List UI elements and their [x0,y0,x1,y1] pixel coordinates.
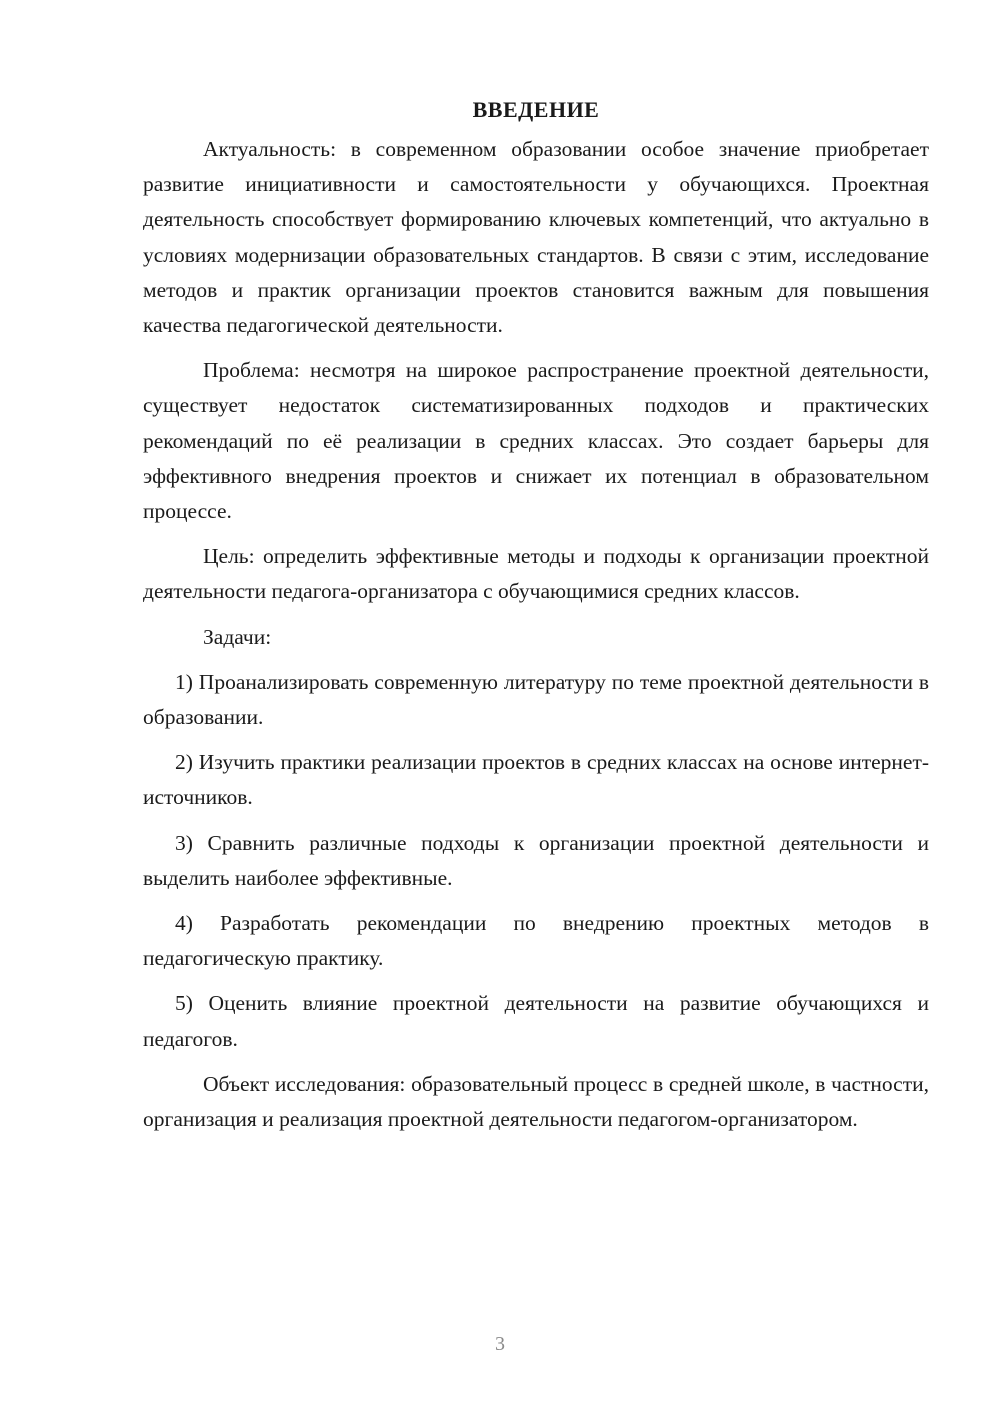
task-item: 2) Изучить практики реализации проектов в средних классах на основе интернет-источников. [143,750,929,810]
relevance-paragraph: Актуальность: в современном образовании особое значение приобретает развитие инициативности и самостоятельности у обучающихся. Проектная деятельность способствует формированию ключевых компетенций, что актуально в условиях модернизации образовательных стандартов. В связи с этим, исследование методов и практик организации проектов становится важным для повышения качества педагогической деятельности. [143,137,929,338]
tasks-label: Задачи: [203,624,272,649]
document-page [143,92,929,1147]
task-item: 3) Сравнить различные подходы к организации проектной деятельности и выделить наиболее эффективные. [143,830,929,890]
goal-paragraph: Цель: определить эффективные методы и подходы к организации проектной деятельности педагога-организатора с обучающимися средних классов. [143,544,929,604]
page-number: 3 [495,1333,505,1355]
task-item: 1) Проанализировать современную литературу по теме проектной деятельности в образовании. [143,669,929,730]
task-item: 5) Оценить влияние проектной деятельности на развитие обучающихся и педагогов. [143,991,929,1051]
task-item: 4) Разработать рекомендации по внедрению проектных методов в педагогическую практику. [143,911,929,971]
object-paragraph: Объект исследования: образовательный процесс в средней школе, в частности, организация и реализация проектной деятельности педагогом-организатором. [143,1071,929,1132]
problem-paragraph: Проблема: несмотря на широкое распространение проектной деятельности, существует недостаток систематизированных подходов и практических рекомендаций по её реализации в средних классах. Это создает барьеры для эффективного внедрения проектов и снижает их потенциал в образовательном процессе. [143,358,929,524]
section-heading: ВВЕДЕНИЕ [472,97,600,122]
